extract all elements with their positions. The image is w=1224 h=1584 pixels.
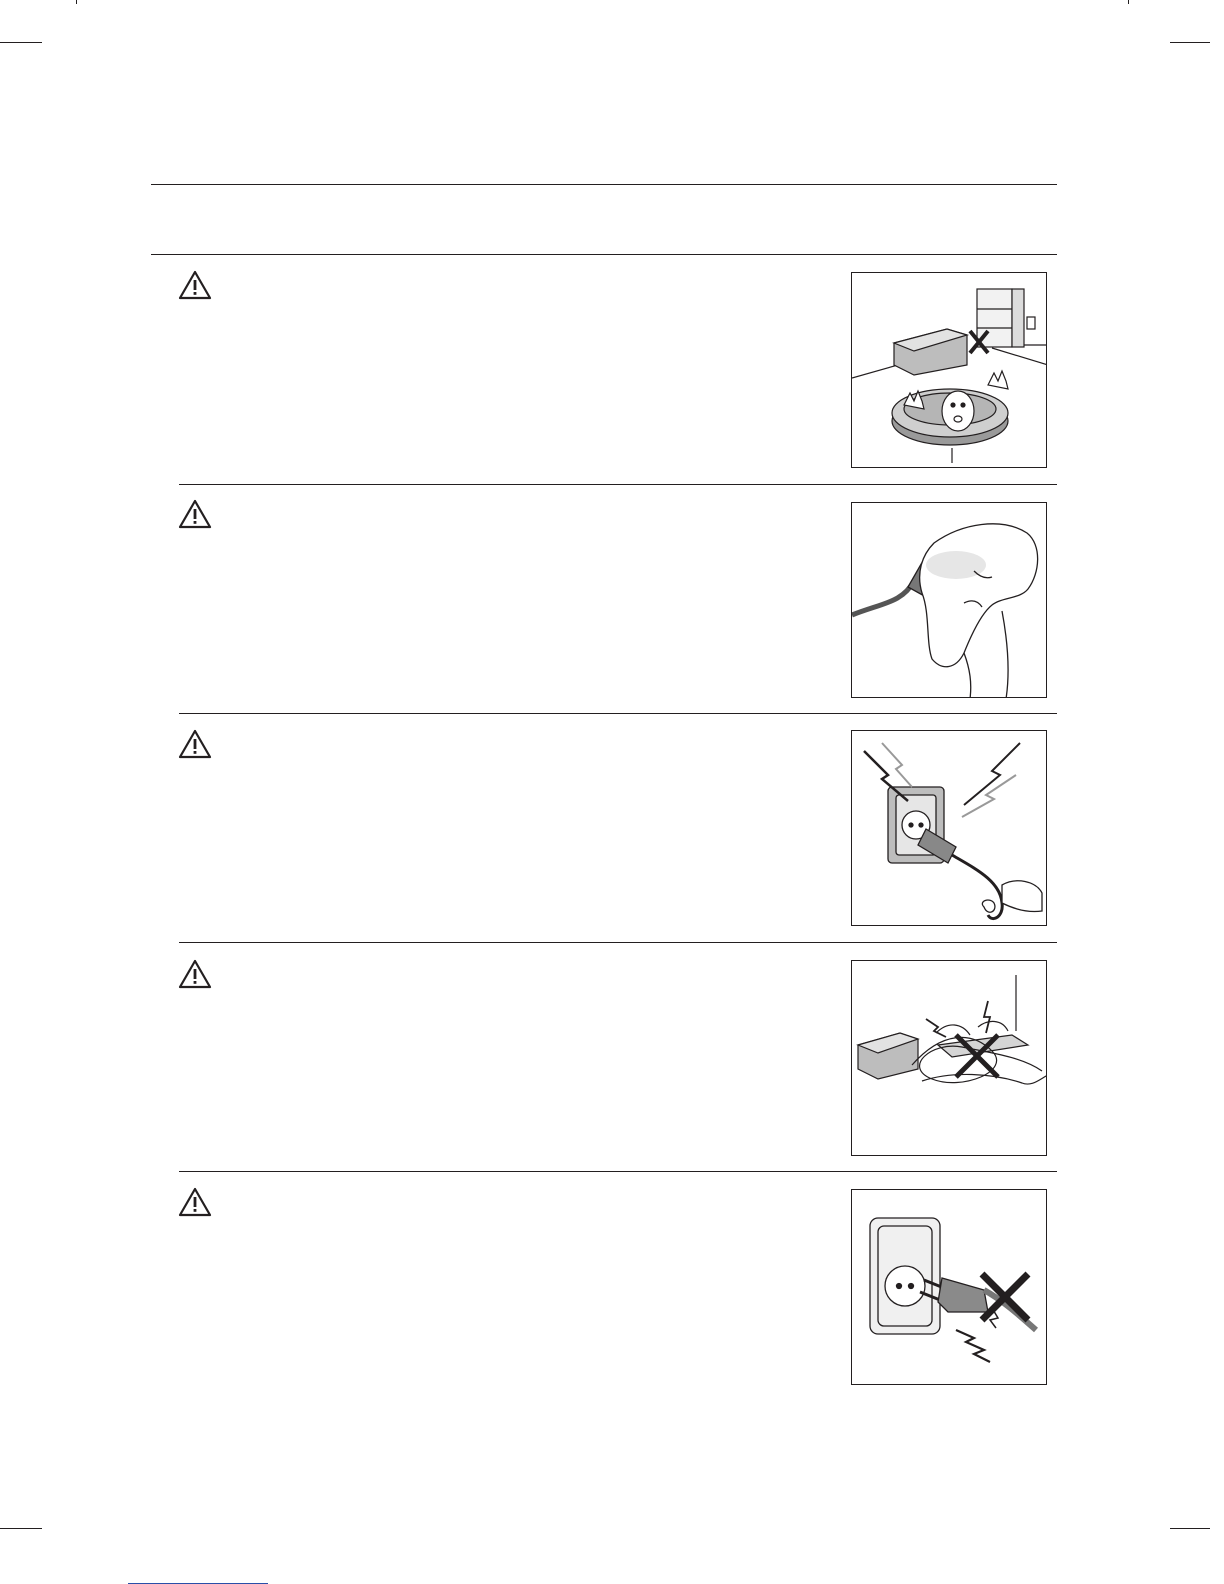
- warning-triangle-icon: [178, 270, 212, 300]
- header-title: [151, 200, 1057, 240]
- header-bottom-rule: [151, 254, 1057, 255]
- crop-tick-top-left: [76, 0, 77, 4]
- section-divider-3: [179, 942, 1057, 943]
- robot-cleaner-frightened-near-charger-illustration: [851, 272, 1047, 468]
- warning-triangle-icon: [178, 959, 212, 989]
- section-divider-2: [179, 713, 1057, 714]
- warning-triangle-icon: [178, 499, 212, 529]
- hand-wiping-power-plug-illustration: [851, 502, 1047, 698]
- section-divider-4: [179, 1171, 1057, 1172]
- crop-mark-bottom-left: [0, 1528, 42, 1529]
- damaged-plug-prohibited-illustration: [851, 1189, 1047, 1385]
- plug-in-outlet-electric-spark-illustration: [851, 730, 1047, 926]
- crop-mark-top-left: [0, 42, 42, 43]
- crop-mark-bottom-right: [1170, 1528, 1210, 1529]
- overloaded-power-strip-prohibited-illustration: [851, 960, 1047, 1156]
- crop-mark-top-right: [1170, 42, 1210, 43]
- warning-triangle-icon: [178, 1187, 212, 1217]
- header-top-rule: [151, 184, 1057, 185]
- crop-tick-top-right: [1128, 0, 1129, 4]
- section-divider-1: [179, 484, 1057, 485]
- warning-triangle-icon: [178, 729, 212, 759]
